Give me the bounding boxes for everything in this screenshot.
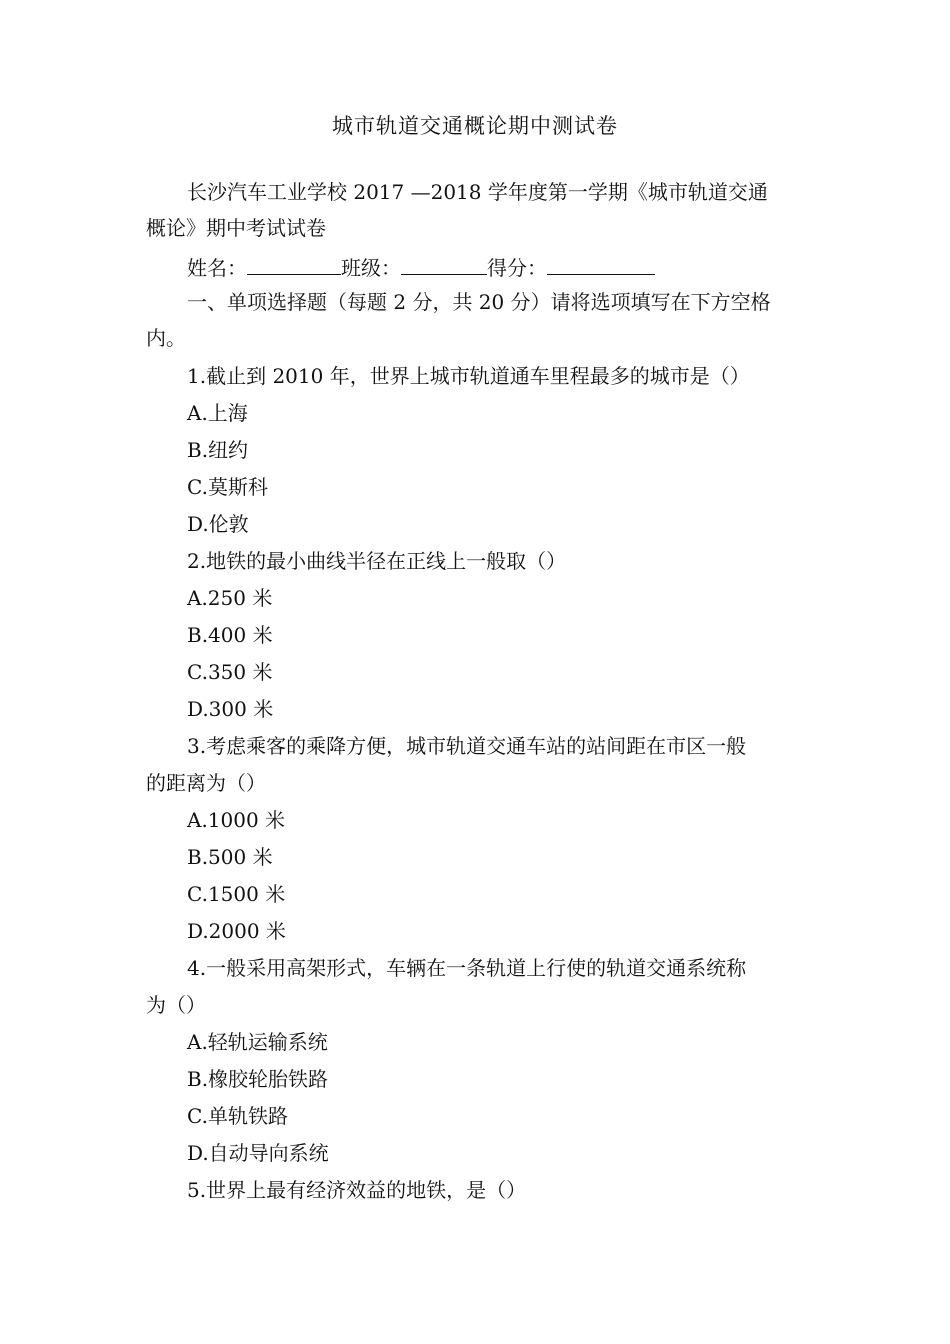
question-3-option-d: D.2000 米 [187, 919, 286, 943]
question-1-stem: 1.截止到 2010 年，世界上城市轨道通车里程最多的城市是（） [187, 364, 750, 388]
question-3-option-b: B.500 米 [187, 845, 273, 869]
question-1-option-c: C.莫斯科 [187, 475, 268, 499]
question-4-option-d: D.自动导向系统 [187, 1141, 329, 1165]
class-blank [401, 252, 487, 275]
question-4-option-b: B.橡胶轮胎铁路 [187, 1067, 329, 1091]
score-label: 得分： [487, 256, 547, 280]
student-info-row [187, 252, 655, 282]
question-2-option-a: A.250 米 [187, 586, 273, 610]
question-2-option-d: D.300 米 [187, 697, 274, 721]
question-2-option-b: B.400 米 [187, 623, 273, 647]
question-1-option-d: D.伦敦 [187, 512, 249, 536]
class-label: 班级： [341, 256, 401, 280]
intro-line-2: 概论》期中考试试卷 [146, 216, 326, 240]
question-5-stem: 5.世界上最有经济效益的地铁，是（） [187, 1178, 527, 1202]
question-2-option-c: C.350 米 [187, 660, 273, 684]
question-2-stem: 2.地铁的最小曲线半径在正线上一般取（） [187, 549, 567, 573]
question-3-option-a: A.1000 米 [187, 808, 286, 832]
name-label: 姓名： [187, 256, 247, 280]
name-blank [247, 252, 341, 275]
question-1-option-b: B.纽约 [187, 438, 249, 462]
question-4-option-a: A.轻轨运输系统 [187, 1030, 328, 1054]
section-heading-line-2: 内。 [146, 326, 186, 350]
section-heading-line-1: 一、单项选择题（每题 2 分，共 20 分）请将选项填写在下方空格 [187, 290, 771, 314]
question-1-option-a: A.上海 [187, 401, 248, 425]
question-4-option-c: C.单轨铁路 [187, 1104, 288, 1128]
score-blank [547, 252, 655, 275]
page-title: 城市轨道交通概论期中测试卷 [332, 114, 618, 138]
question-3-stem-line-1: 3.考虑乘客的乘降方便，城市轨道交通车站的站间距在市区一般 [187, 734, 747, 758]
question-4-stem-line-1: 4.一般采用高架形式，车辆在一条轨道上行使的轨道交通系统称 [187, 956, 747, 980]
question-3-option-c: C.1500 米 [187, 882, 286, 906]
intro-line-1: 长沙汽车工业学校 2017 —2018 学年度第一学期《城市轨道交通 [187, 180, 768, 204]
question-3-stem-line-2: 的距离为（） [146, 771, 266, 795]
question-4-stem-line-2: 为（） [146, 993, 206, 1017]
